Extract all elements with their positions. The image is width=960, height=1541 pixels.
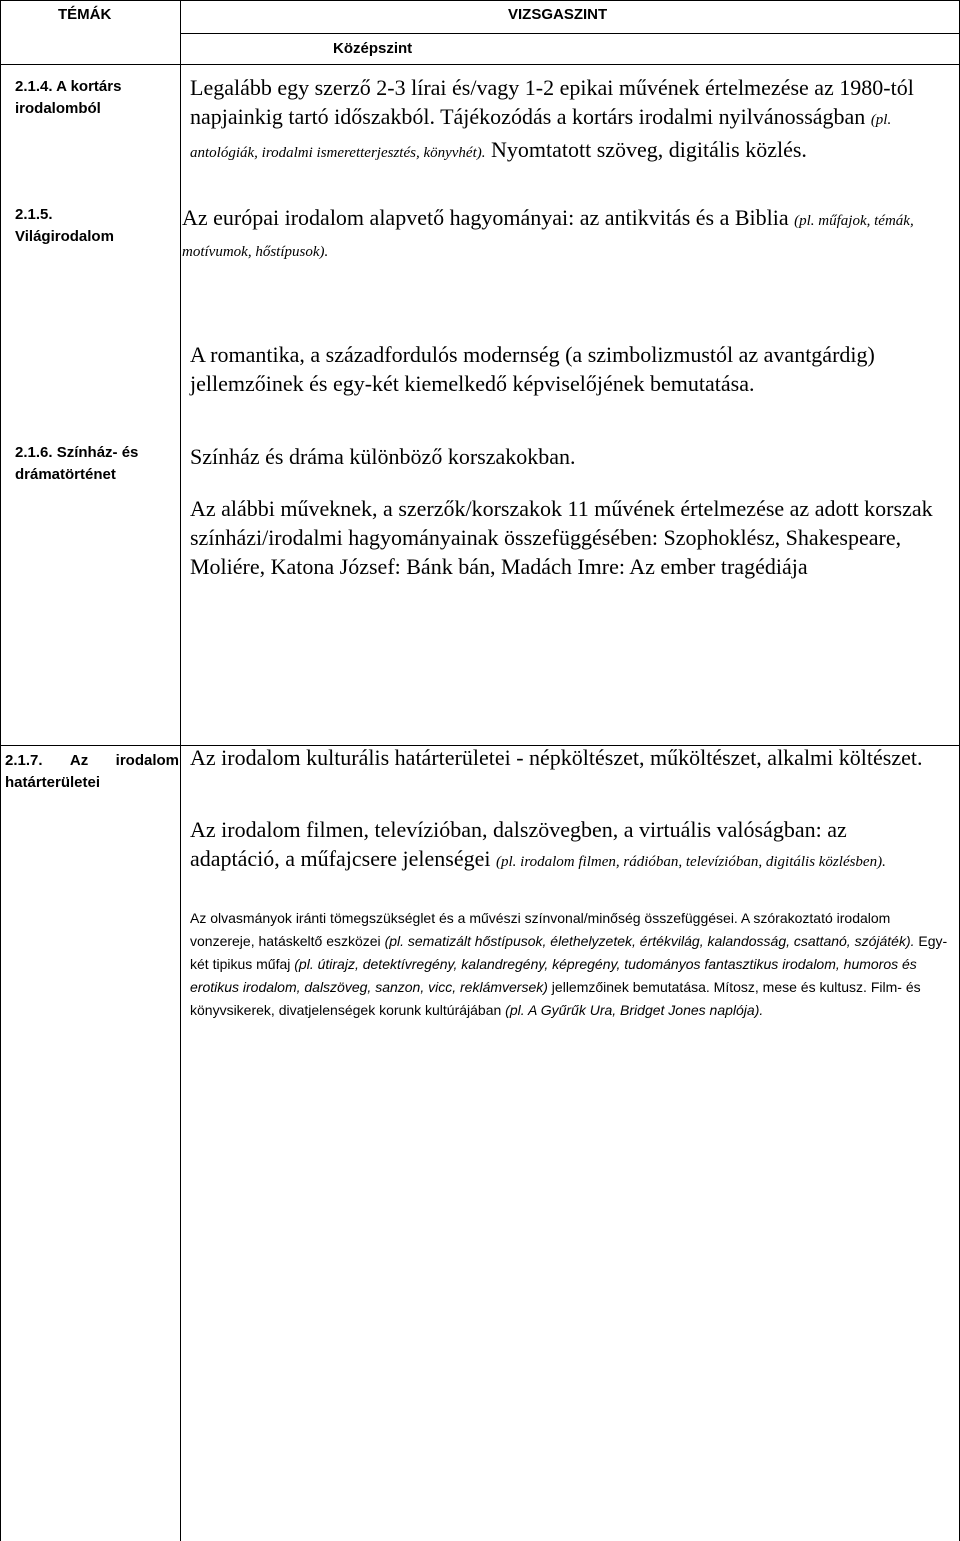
topic-2-1-5-number: 2.1.5. bbox=[15, 206, 53, 223]
p1-text-b: Nyomtatott szöveg, digitális közlés. bbox=[485, 137, 807, 162]
topic-2-1-5 bbox=[15, 204, 170, 248]
paragraph-contemporary bbox=[190, 73, 940, 168]
p2-examples: (pl. műfajok, témák, motívumok, hőstípusok). bbox=[182, 213, 914, 260]
p8-text-a: Az olvasmányok iránti tömegszükséglet és a művészi színvonal/minőség összefüggései. A szórakoztató irodalom vonzereje, hatáskeltő eszközei bbox=[190, 910, 891, 949]
header-topics: TÉMÁK bbox=[58, 6, 112, 23]
header-bottom-border bbox=[0, 64, 960, 65]
p8-examples-3: (pl. A Gyűrűk Ura, Bridget Jones naplója). bbox=[505, 1002, 764, 1018]
topic-2-1-7 bbox=[5, 750, 179, 794]
p1-examples: (pl. antológiák, irodalmi ismeretterjesztés, könyvhét). bbox=[190, 112, 892, 161]
topic-2-1-7-word-az: Az bbox=[69, 752, 89, 769]
paragraph-adaptation bbox=[190, 815, 940, 877]
p7-text: Az irodalom filmen, televízióban, dalszövegben, a virtuális valóságban: az adaptáció, a műfajcsere jelenségei bbox=[190, 817, 847, 871]
topic-2-1-7-number: 2.1.7. bbox=[5, 752, 43, 769]
topic-2-1-5-name: Világirodalom bbox=[15, 228, 114, 245]
p8-examples-1: (pl. sematizált hőstípusok, élethelyzetek, értékvilág, kalandosság, csattanó, szójáték). bbox=[384, 933, 915, 949]
topic-2-1-4: 2.1.4. A kortárs irodalomból bbox=[15, 78, 122, 117]
header-divider bbox=[181, 33, 959, 34]
table-top-border bbox=[0, 0, 960, 1]
p1-text-a: Legalább egy szerző 2-3 lírai és/vagy 1-2 epikai művének értelmezése az 1980-tól napjainkig tartó időszakból. Tájékozódás a kortárs irodalmi nyilvánosságban bbox=[190, 75, 914, 129]
p8-examples-2: (pl. útirajz, detektívregény, kalandregény, képregény, tudományos fantasztikus irodalom, humoros és erotikus irodalom, dalszöveg, sanzon, vicc, reklámversek) bbox=[190, 956, 917, 995]
paragraph-romanticism: A romantika, a századfordulós modernség (a szimbolizmustól az avantgárdig) jellemzőinek és egy-két kiemelkedő képviselőjének bemutatása. bbox=[190, 342, 875, 396]
topic-2-1-7-line2: határterületei bbox=[5, 774, 101, 791]
topic-2-1-7-word-irodalom: irodalom bbox=[115, 752, 179, 769]
paragraph-border-areas: Az irodalom kulturális határterületei - népköltészet, műköltészet, alkalmi költészet. bbox=[190, 745, 923, 770]
paragraph-theatre: Színház és dráma különböző korszakokban. bbox=[190, 444, 576, 469]
p8-text-c: jellemzőinek bemutatása. Mítosz, mese és kultusz. Film- és könyvsikerek, divatjelenségek korunk kultúrájában bbox=[190, 979, 921, 1018]
paragraph-works: Az alábbi műveknek, a szerzők/korszakok 11 művének értelmezése az adott korszak színházi/irodalmi hagyományainak összefüggésében: Szophoklész, Shakespeare, Moliére, Katona József: Bánk bán, Madách Imre: Az ember tragédiája bbox=[190, 496, 933, 579]
p2-text: Az európai irodalom alapvető hagyományai: az antikvitás és a Biblia bbox=[182, 205, 795, 230]
column-divider bbox=[180, 0, 181, 1541]
table-left-border bbox=[0, 0, 1, 1541]
paragraph-mass-literature bbox=[190, 907, 955, 1022]
topic-2-1-7-line1 bbox=[5, 750, 179, 772]
p7-examples: (pl. irodalom filmen, rádióban, televízióban, digitális közlésben). bbox=[496, 854, 886, 870]
header-exam-level: VIZSGASZINT bbox=[508, 6, 608, 23]
paragraph-world-literature bbox=[182, 204, 932, 266]
header-sublevel: Középszint bbox=[333, 40, 413, 57]
p8-text-b: Egy-két tipikus műfaj bbox=[190, 933, 948, 972]
topic-2-1-6: 2.1.6. Színház- és drámatörténet bbox=[15, 444, 139, 483]
